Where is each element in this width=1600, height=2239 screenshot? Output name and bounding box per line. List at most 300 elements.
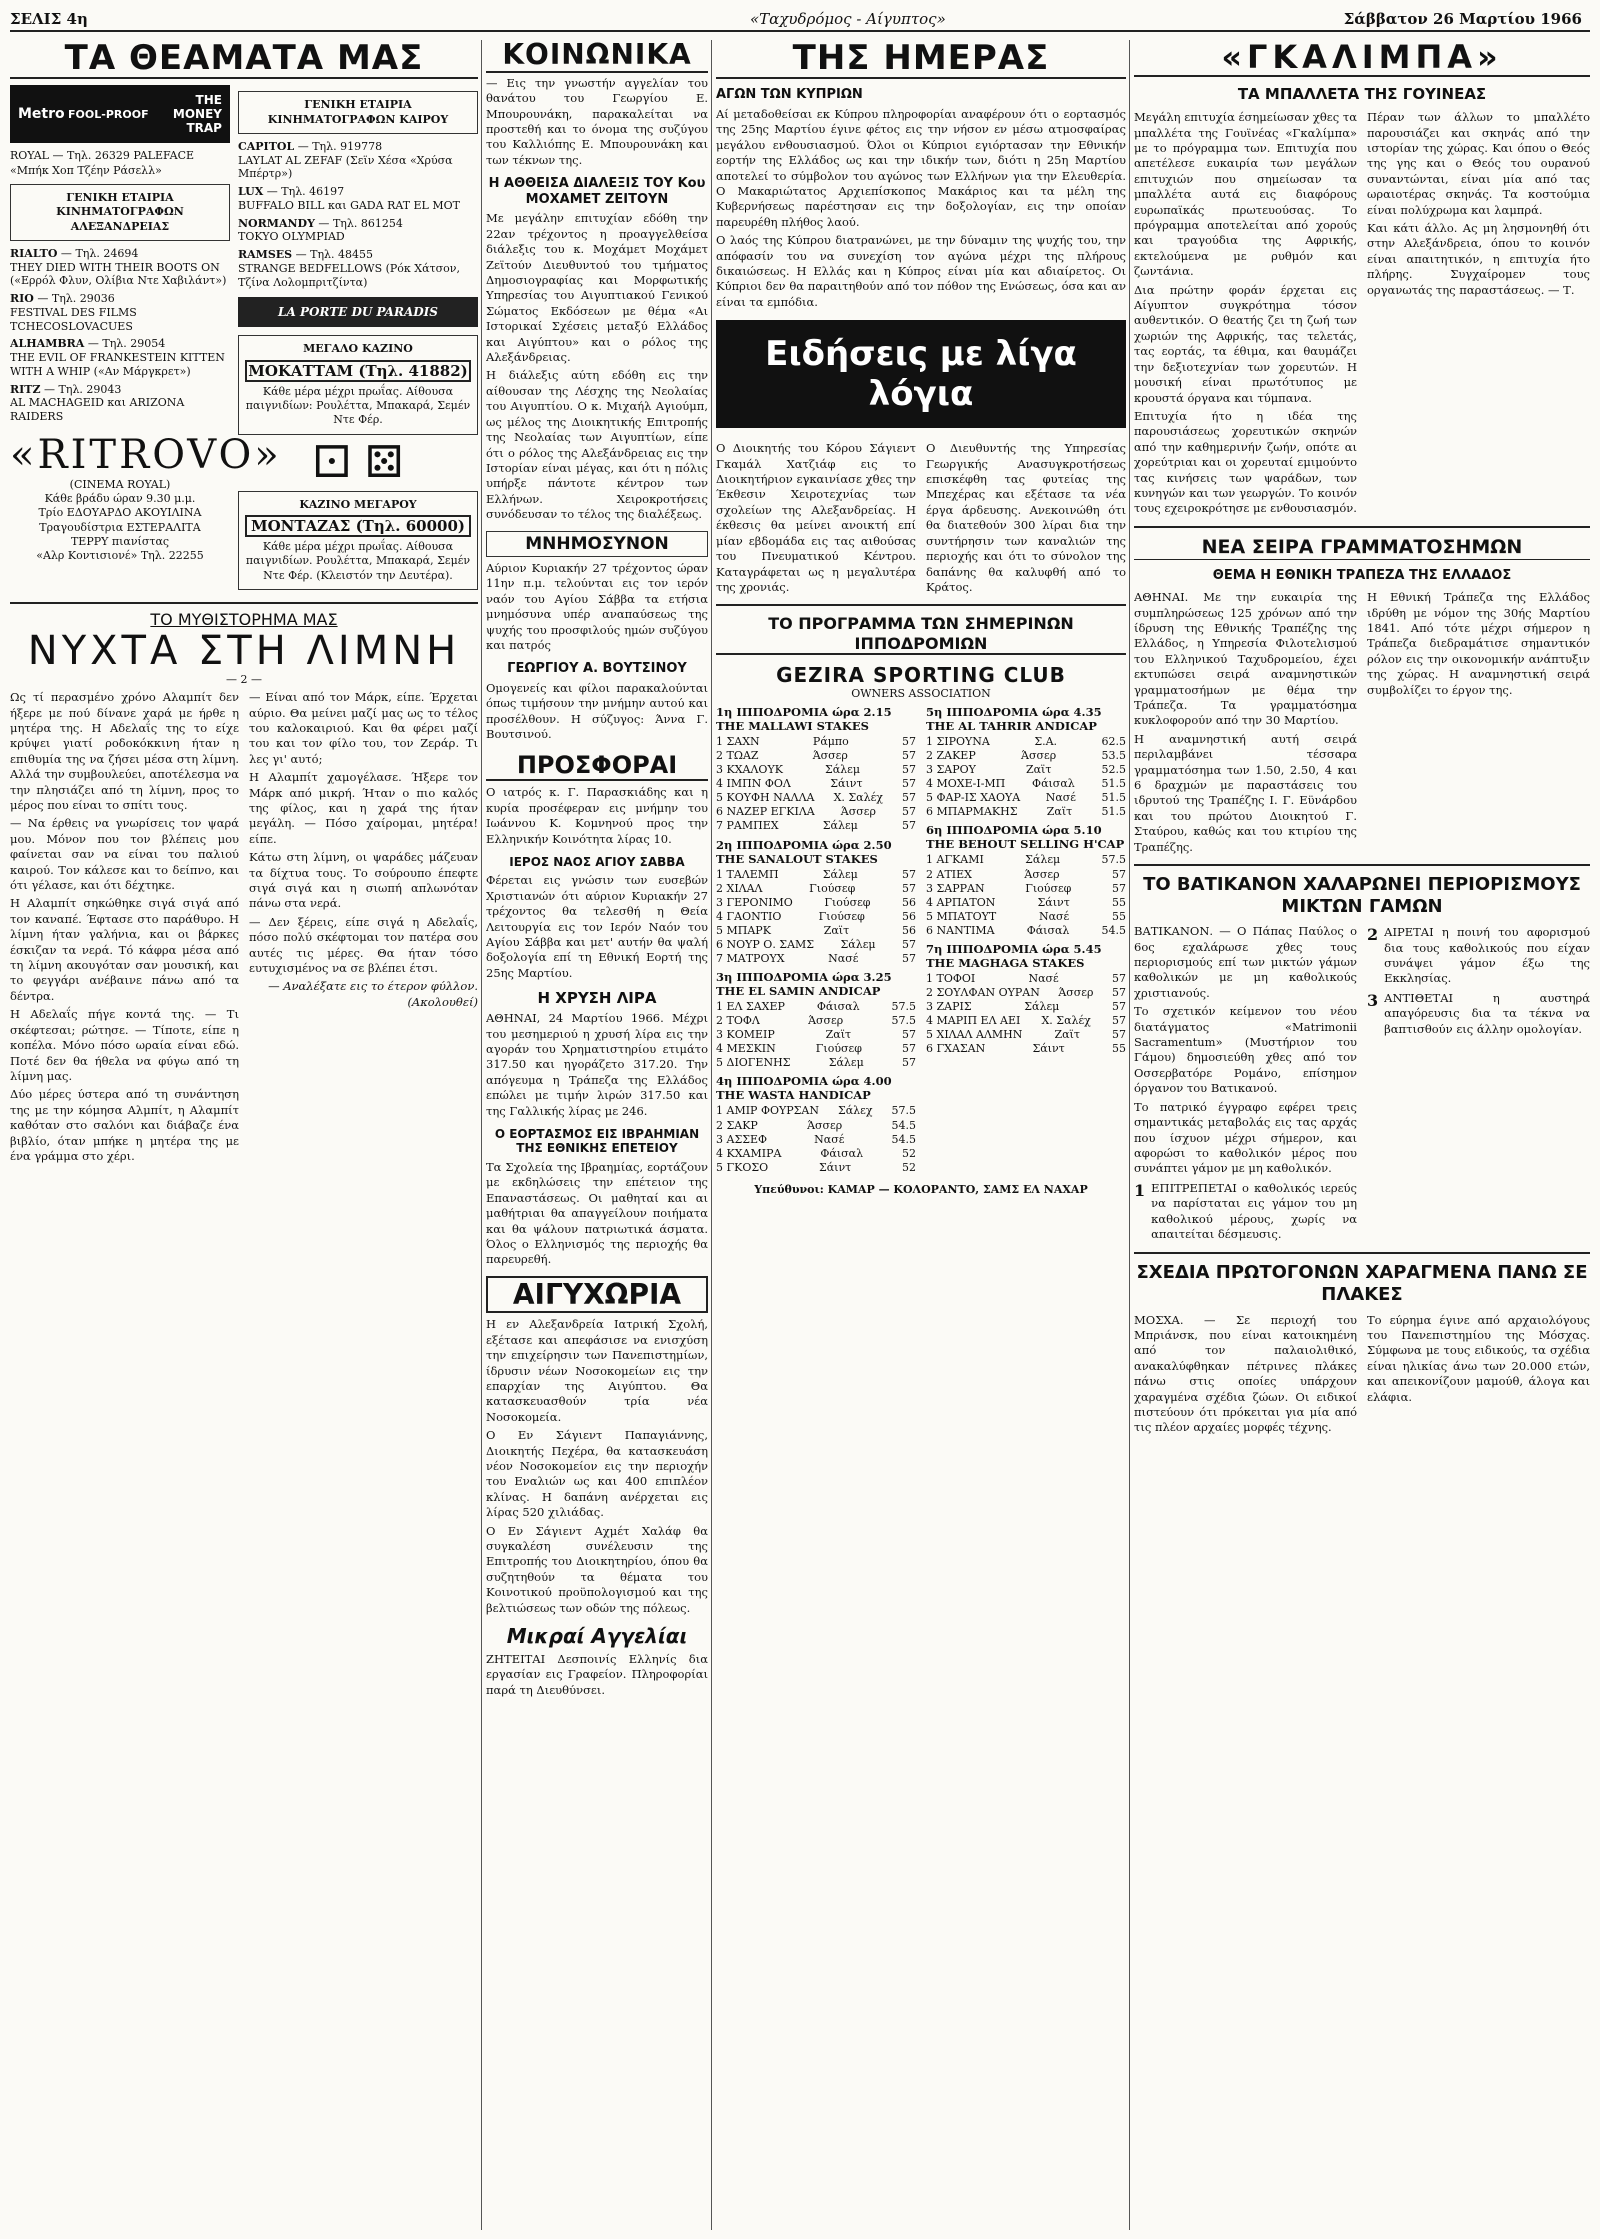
horse-name: 2 ΣΟΥΛΦΑΝ ΟΥΡΑΝ xyxy=(926,986,1040,1000)
runner-row xyxy=(716,868,916,882)
church-heading: ΙΕΡΟΣ ΝΑΟΣ ΑΓΙΟΥ ΣΑΒΒΑ xyxy=(509,855,685,870)
runner-row xyxy=(716,1000,916,1014)
vatican-item-text: ΑΝΤΙΘΕΤΑΙ η αυστηρά απαγόρευσις δια τα τέκνα να βαπτισθούν εις άλλην ομολογίαν. xyxy=(1384,990,1590,1036)
club-name: GEZIRA SPORTING CLUB xyxy=(776,662,1066,687)
weight: 57 xyxy=(901,952,916,966)
runner-row xyxy=(926,868,1126,882)
weight: 62.5 xyxy=(1101,735,1126,748)
weight: 57 xyxy=(901,777,916,791)
horse-name: 4 ΙΜΠΝ ΦΟΛ xyxy=(716,777,791,791)
cinema-item: ALHAMBRA — Τηλ. 29054 THE EVIL OF FRANKESTEIN KITTEN WITH A WHIP («Αν Μάργκρετ») xyxy=(10,337,225,378)
church-text: Φέρεται εις γνώσιν των ευσεβών Χριστιανών ότι αύριον Κυριακήν 27 τρέχοντος θα τελεσθή η Θεία Λειτουργία εις τον Ιερόν Ναόν του Αγίου Σάββα και μετ' αυτήν θα ψαλή δοξολογία επί τη Εθνική Εορτή της 25ης Μαρτίου. xyxy=(486,873,708,980)
jockey-name: Φάισαλ xyxy=(820,1146,864,1160)
horse-name: 4 ΜΕΣΚΙΝ xyxy=(716,1042,776,1056)
runner-row xyxy=(716,1028,916,1042)
race-block xyxy=(716,705,916,834)
horse-name: 3 ΣΑΡΡΑΝ xyxy=(926,881,985,895)
jockey-name: Σ.Α. xyxy=(1034,735,1058,748)
theatres-heading: ΤΑ ΘΕΑΜΑΤΑ ΜΑΣ xyxy=(10,40,478,79)
weight: 57 xyxy=(1111,1014,1126,1028)
jockey-name: Άσσερ xyxy=(807,1118,843,1132)
novel-paragraph: — Να έρθεις να γνωρίσεις τον ψαρά μου. Μόνον που τον βλέπεις μου φαίνεται σαν να είναι του παλιού καιρού. Τον κάλεσε και το δείπνο, και ότι γέλασε, και ότι δέχτηκε. xyxy=(10,816,239,893)
metro-listing: ROYAL — Τηλ. 26329 PALEFACE «Μπήκ Χοπ Τζέην Ράσελλ» xyxy=(10,149,195,177)
runner-row xyxy=(716,819,916,833)
weight: 55 xyxy=(1111,909,1126,923)
runner-row xyxy=(926,882,1126,896)
horse-name: 5 ΦΑΡ-ΙΣ ΧΑΟΥΑ xyxy=(926,791,1021,805)
horse-name: 6 ΝΟΥΡ Ο. ΣΑΜΣ xyxy=(716,937,815,951)
weight: 57 xyxy=(902,1042,916,1056)
egyptia-heading: ΑΙΓΥΧΩΡΙΑ xyxy=(486,1276,708,1314)
horse-name: 7 ΜΑΤΡΟΥΧ xyxy=(716,952,785,966)
runner-row xyxy=(716,1042,916,1056)
stamps-paragraph: ΑΘΗΝΑΙ. Με την ευκαιρία της συμπληρώσεως 125 χρόνων από την ίδρυση της Εθνικής Τραπέζης της Ελλάδος, η Υπηρεσία Φιλοτελισμού του Ελληνικού Ταχυδρομείου, έχει εκτυπώσει σειρά αναμνηστικών γραμματοσήμων με θέμα την Τράπεζα. Τα γραμματόσημα κυκλοφορούν από την 30 Μαρτίου. xyxy=(1134,590,1357,728)
news-band: Ειδήσεις με λίγα λόγια xyxy=(716,320,1126,428)
memorial-text: Αύριον Κυριακήν 27 τρέχοντος ώραν 11ην π.μ. τελούνται εις τον ιερόν ναόν του Αγίου Σάββα τα ετήσια μνημόσυνα υπέρ αναπαύσεως της ψυχής του προσφιλούς ημών συζύγου και πατρός xyxy=(486,560,708,652)
jockey-name: Γιούσεφ xyxy=(809,881,856,895)
runner-row xyxy=(716,1014,916,1028)
jockey-name: Άσσερ xyxy=(1058,986,1094,1000)
runner-row xyxy=(716,1119,916,1133)
runner-row xyxy=(716,1161,916,1175)
runner-row xyxy=(716,938,916,952)
weight: 54.5 xyxy=(891,1132,916,1146)
runner-row xyxy=(926,924,1126,938)
horse-name: 1 ΤΑΛΕΜΠ xyxy=(716,867,779,881)
stamps-paragraph: Η αναμνηστική αυτή σειρά περιλαμβάνει τέσσαρα γραμματόσημα των 1.50, 2.50, 4 και 6 δραχμών με παραστάσεις του ιδρυτού της Τραπέζης Ι. Γ. Εϋνάρδου και του πρώτου Διοικητού Γ. Σταύρου, καθώς και του κτιρίου της Τραπέζης. xyxy=(1134,731,1357,854)
jockey-name: Σάλεμ xyxy=(822,867,858,881)
paradise-banner: LA PORTE DU PARADIS xyxy=(238,297,478,327)
weight: 57 xyxy=(901,1028,916,1042)
jockey-name: Ράμπο xyxy=(812,735,849,748)
jockey-name: Σάλεμ xyxy=(828,1056,864,1070)
gkalimpa-paragraph: Επιτυχία ήτο η ιδέα της παρουσιάσεως χορευτικών σκηνών από την καθημερινήν ζωήν, οπότε αι χορεύτριαι και οι χορευταί εμιμούντο τας κινήσεις των ψαράδων, των κυνηγών και των γεωργών. Το κοινόν τους εχειροκρότησε με ενθουσιασμόν. xyxy=(1134,408,1357,516)
weight: 57 xyxy=(901,791,916,805)
runner-row xyxy=(716,735,916,749)
jockey-name: Φάισαλ xyxy=(816,1000,860,1014)
novel-paragraph: Ως τί περασμένο χρόνο Αλαμπίτ δεν ήξερε με πού δίνανε χαρά με ήρθε η μητέρα της. Η Αδελαΐς της το είχε κρύψει γιατί ροδοκόκκινη ήταν η επιθυμία της να ζήσει μέσα στη λίμνη. Αλλά την συμβουλεύει, αποτέλεσμα να την πλησιάζει από τη λίμνη, προς το μέρος που είναι το σπίτι τους. xyxy=(10,690,239,812)
runner-row xyxy=(926,1000,1126,1014)
jockey-name: Νασέ xyxy=(1038,909,1070,923)
novel-paragraph: Η Αλαμπίτ χαμογέλασε. Ήξερε τον Μάρκ από μικρή. Ήταν ο πιο καλός της φίλος, και η χαρά της ήταν μεγάλη. — Πόσο χαίρομαι, μητέρα! είπε. xyxy=(249,770,478,846)
runner-row xyxy=(926,910,1126,924)
gold-heading: Η ΧΡΥΣΗ ΛΙΡΑ xyxy=(537,989,657,1008)
lecture-heading: Η ΑΘΘΕΙΣΑ ΔΙΑΛΕΞΙΣ ΤΟΥ Κου ΜΟΧΑΜΕΤ ΖΕΙΤΟΥΝ xyxy=(488,176,706,207)
runner-row xyxy=(716,910,916,924)
cinema-item: CAPITOL — Τηλ. 919778 LAYLAT AL ZEFAF (Σεϊν Χέσα «Χρύσα Μπέρτρ») xyxy=(238,139,453,181)
alex-cinema-list xyxy=(10,247,230,424)
horse-name: 3 ΚΟΜΕΙΡ xyxy=(716,1028,775,1042)
horse-name: 3 ΓΕΡΟΝΙΜΟ xyxy=(716,895,793,909)
weight: 57 xyxy=(901,937,916,951)
runner-row xyxy=(716,763,916,777)
ritrovo-address: «Αλρ Κοντισιονέ» Τηλ. 22255 xyxy=(36,549,204,563)
weight: 57 xyxy=(902,763,916,777)
runner-row xyxy=(716,1133,916,1147)
jockey-name: Φάισαλ xyxy=(1026,923,1070,937)
vatican-item: 3 ΑΝΤΙΘΕΤΑΙ η αυστηρά απαγόρευσις δια τα τέκνα να βαπτισθούν εις άλλην ομολογίαν. xyxy=(1367,990,1590,1036)
club-sub: OWNERS ASSOCIATION xyxy=(851,686,991,700)
casino-text: Κάθε μέρα μέχρι πρωΐας. Αίθουσα παιγνιδίων. Ρουλέττα, Μπακαρά, Σεμέν Ντε Φέρ. (Κλειστόν την Δευτέρα). xyxy=(245,539,471,582)
offer-text: Ο ιατρός κ. Γ. Παρασκιάδης και η κυρία προσέφεραν εις μνήμην του Ιωάννου Κ. Κομνηνού προς την Ελληνικήν Κοινότητα λίρας 10. xyxy=(486,785,708,846)
vatican-paragraph: Το πατρικό έγγραφο εφέρει τρεις σημαντικάς μεταβολάς εις τας αρχάς που ίσχυον μέχρι σήμερον, και αφορώσι το καθολικόν μέρος που συνάπτει γάμον με μη καθολικόν. xyxy=(1134,1099,1357,1176)
horse-name: 4 ΜΑΡΙΠ ΕΛ ΑΕΙ xyxy=(926,1014,1021,1028)
column-today xyxy=(716,40,1126,2230)
horse-name: 5 ΓΚΟΣΟ xyxy=(716,1160,769,1174)
horse-name: 1 ΣΑΧΝ xyxy=(716,735,760,748)
horse-name: 4 ΚΧΑΜΙΡΑ xyxy=(716,1146,782,1160)
cinema-item: RIALTO — Τηλ. 24694 THEY DIED WITH THEIR BOOTS ON («Ερρόλ Φλυν, Ολίβια Ντε Χαβιλάντ») xyxy=(10,246,227,288)
casino-text: Κάθε μέρα μέχρι πρωΐας. Αίθουσα παιγνιδίων: Ρουλέττα, Μπακαρά, Σεμέν Ντε Φέρ. xyxy=(245,384,471,427)
drawings-heading: ΣΧΕΔΙΑ ΠΡΩΤΟΓΟΝΩΝ ΧΑΡΑΓΜΕΝΑ ΠΑΝΩ ΣΕ ΠΛΑΚΕΣ xyxy=(1136,1262,1588,1305)
jockey-name: Ζαϊτ xyxy=(1025,763,1052,777)
novel-label: ΤΟ ΜΥΘΙΣΤΟΡΗΜΑ ΜΑΣ xyxy=(150,609,338,629)
race-block xyxy=(716,970,916,1070)
novel-paragraph: — Είναι από τον Μάρκ, είπε. Έρχεται αύριο. Θα μείνει μαζί μας ως το τέλος του καλοκαιριού. Και θα φέρει μαζί του και τον φίλο του, τον Ζεράρ. Τι λες γι' αυτό; xyxy=(249,690,478,766)
horse-name: 6 ΜΠΑΡΜΑΚΗΣ xyxy=(926,805,1018,819)
weight: 52.5 xyxy=(1101,763,1126,777)
gkalimpa-heading: «ΓΚΑΛΙΜΠΑ» xyxy=(1134,40,1590,77)
vatican-item-text: ΕΠΙΤΡΕΠΕΤΑΙ ο καθολικός ιερεύς να παρίσταται εις γάμον του μη καθολικού μέρους, χωρίς να απαιτείται δέσμευσις. xyxy=(1151,1180,1357,1241)
weight: 55 xyxy=(1111,1042,1126,1056)
jockey-name: Γιούσεφ xyxy=(815,1042,862,1056)
jockey-name: Γιούσεφ xyxy=(818,909,865,923)
festival-heading: Ο ΕΟΡΤΑΣΜΟΣ ΕΙΣ ΙΒΡΑΗΜΙΑΝ ΤΗΣ ΕΘΝΙΚΗΣ ΕΠΕΤΕΙΟΥ xyxy=(494,1127,700,1156)
weight: 57.5 xyxy=(891,1000,916,1014)
casino-title: ΜΟΚΑΤΤΑΜ (Τηλ. 41882) xyxy=(245,360,471,382)
runner-row xyxy=(716,1104,916,1118)
race-block xyxy=(716,1074,916,1174)
masthead xyxy=(10,4,1590,32)
cyprus-text: Αί μεταδοθείσαι εκ Κύπρου πληροφορίαι αναφέρουν ότι ο εορτασμός της 25ης Μαρτίου έγινε φέτος εις την νήσον εν μέσω ατμοσφαίρας μεγάλου ενθουσιασμού. Όλοι οι Κύπριοι εγιόρτασαν την Εθνικήν εορτήν της Ελλάδος ως και την ιδικήν των, διότι η 25η Μαρτίου αποτελεί το σύμβολον του αγώνος των Ελλήνων για την Ελευθερία. Ο Μακαριώτατος Αρχιεπίσκοπος Μακάριος και τα μέλη της Κυβερνήσεως παρέστησαν εις την δοξολογίαν, εις την οποίαν παρευρέθη πλήθος λαού. xyxy=(716,106,1126,229)
race-block xyxy=(926,942,1126,1056)
social-intro: — Εις την γνωστήν αγγελίαν του θανάτου του Γεωργίου Ε. Μπουρουνάκη, παρακαλείται να προστεθή και το όνομα της συζύγου του Καλλιόπης Ε. Μπουρουνάκη και των τέκνων της. xyxy=(486,75,708,167)
dice-icon: ⚀ ⚄ xyxy=(312,436,404,488)
horse-name: 5 ΜΠΑΡΚ xyxy=(716,923,771,937)
cinema-item: RIO — Τηλ. 29036 FESTIVAL DES FILMS TCHECOSLOVACUES xyxy=(10,292,137,333)
weight: 57 xyxy=(902,749,916,763)
weight: 55 xyxy=(1112,895,1126,909)
column-theatres xyxy=(10,40,478,2230)
runner-row xyxy=(926,986,1126,1000)
jockey-name: Χ. Σαλέχ xyxy=(833,791,883,805)
weight: 52 xyxy=(902,1146,916,1160)
memorial-name: ΓΕΩΡΓΙΟΥ Α. ΒΟΥΤΣΙΝΟΥ xyxy=(507,661,687,677)
metro-logo-box xyxy=(10,85,230,143)
weight: 54.5 xyxy=(1101,923,1126,937)
weight: 52 xyxy=(902,1160,916,1174)
weight: 57 xyxy=(1112,867,1126,881)
vatican-item: 1 ΕΠΙΤΡΕΠΕΤΑΙ ο καθολικός ιερεύς να παρίσταται εις γάμον του μη καθολικού μέρους, χωρίς να απαιτείται δέσμευσις. xyxy=(1134,1180,1357,1241)
runner-row xyxy=(926,805,1126,819)
horse-name: 5 ΚΟΥΦΗ ΝΑΛΛΑ xyxy=(716,791,815,805)
race-title: 2η ΙΠΠΟΔΡΟΜΙΑ ώρα 2.50 THE SANALOUT STAKES xyxy=(716,837,892,866)
horse-name: 2 ΧΙΛΑΛ xyxy=(716,881,763,895)
weight: 56 xyxy=(902,923,916,937)
weight: 57 xyxy=(1112,971,1126,985)
horse-name: 3 ΚΧΑΛΟΥΚ xyxy=(716,763,783,777)
race-title: 3η ΙΠΠΟΔΡΟΜΙΑ ώρα 3.25 THE EL SAMIN ANDICAP xyxy=(716,970,892,999)
news-text: Ο Διευθυντής της Υπηρεσίας Γεωργικής Ανασυγκροτήσεως επισκέφθη τας φυτείας της Μπεχέρας και εξέτασε τα νέα έργα άρδευσης. Ανεκοινώθη ότι θα διατεθούν 300 λίραι δια την συντήρησιν των καναλιών της περιοχής και ότι το σύνολον της δαπάνης θα καλυφθή από το Κράτος. xyxy=(926,441,1126,594)
egyptia-text: Ο Εν Σάγιεντ Αχμέτ Χαλάφ θα συγκαλέση συνέλευσιν της Επιτροπής του Διοικητηρίου, όπου θα συζητηθούν τα θέματα του Κοινοτικού προϋπολογισμού και της βελτιώσεως των οδών της πόλεως. xyxy=(486,1523,708,1615)
horse-name: 1 ΑΜΙΡ ΦΟΥΡΣΑΝ xyxy=(716,1104,819,1118)
vatican-heading: ΤΟ ΒΑΤΙΚΑΝΟΝ ΧΑΛΑΡΩΝΕΙ ΠΕΡΙΟΡΙΣΜΟΥΣ ΜΙΚΤΩΝ ΓΑΜΩΝ xyxy=(1143,874,1581,917)
ritrovo-name: «RITROVO» xyxy=(10,431,282,478)
cinema-item: LUX — Τηλ. 46197 BUFFALO BILL και GADA RAT EL MOT xyxy=(238,185,460,212)
column-rule xyxy=(481,40,482,2230)
novel-title: ΝΥΧΤΑ ΣΤΗ ΛΙΜΝΗ xyxy=(27,627,461,674)
horse-name: 3 ΑΣΣΕΦ xyxy=(716,1132,768,1146)
runner-row xyxy=(926,972,1126,986)
weight: 57 xyxy=(1111,881,1126,895)
classified-heading: Μικραί Αγγελίαι xyxy=(506,1624,688,1649)
ritrovo-time: Κάθε βράδυ ώραν 9.30 μ.μ. xyxy=(44,492,196,506)
novel-paragraph: — Δεν ξέρεις, είπε σιγά η Αδελαΐς, πόσο πολύ σκέφτομαι τον πατέρα σου αυτές τις μέρες. Θα ήταν τόσο ευτυχισμένος να σε βλέπει έτσι. xyxy=(249,914,478,976)
gkalimpa-paragraph: Δια πρώτην φοράν έρχεται εις Αίγυπτον συγκρότημα τόσον αυθεντικόν. Ο θεατής ζει τη ζωή των χωριών της Αφρικής, τας τελετάς, τας εορτάς, τα έθιμα, και θαυμάζει την δεξιοτεχνίαν των χορευτών. Η μουσική είναι πρωτότυπος με κρουστά όργανα και τύμπανα. xyxy=(1134,282,1357,405)
runner-row xyxy=(926,1042,1126,1056)
runner-row xyxy=(716,924,916,938)
horse-name: 5 ΜΠΑΤΟΥΤ xyxy=(926,909,997,923)
runner-row xyxy=(716,749,916,763)
memorial-heading: ΜΝΗΜΟΣΥΝΟΝ xyxy=(486,531,708,557)
cinema-item: NORMANDY — Τηλ. 861254 TOKYO OLYMPIAD xyxy=(238,216,403,244)
offer-heading: ΠΡΟΣΦΟΡΑΙ xyxy=(486,751,708,782)
casino-name: ΚΑΖΙΝΟ ΜΕΓΑΡΟΥ xyxy=(299,497,417,511)
vatican-paragraph: ΒΑΤΙΚΑΝΟΝ. — Ο Πάπας Παύλος ο 6ος εχαλάρωσε χθες τους περιορισμούς επί των μικτών γάμων καθολικών με μη καθολικούς χριστιανούς. xyxy=(1134,924,1357,1000)
horse-name: 4 ΑΡΠΑΤΟΝ xyxy=(926,895,996,909)
jockey-name: Σάλεχ xyxy=(837,1104,873,1118)
horse-name: 6 ΓΧΑΣΑΝ xyxy=(926,1042,986,1056)
jockey-name: Ζαϊτ xyxy=(1046,805,1073,819)
vatican-item: 2 ΑΙΡΕΤΑΙ η ποινή του αφορισμού δια τους καθολικούς που είχαν συνάψει γάμον έξω της Εκκλησίας. xyxy=(1367,925,1590,986)
weight: 54.5 xyxy=(891,1118,916,1132)
novel-paragraph: Η Αλαμπίτ σηκώθηκε σιγά σιγά από τον καναπέ. Έφτασε στο παράθυρο. Η λίμνη ήταν γαλήνια, και οι βάρκες έσκιζαν τα νερά. Τό κάφρα μέσα από τη λίμνη ακουγόταν σαν μουσική, και το φεγγάρι ανέβαινε πάνω από τα δέντρα. xyxy=(10,896,239,1003)
jockey-name: Σάλεμ xyxy=(822,819,858,833)
horse-name: 4 ΓΑΟΝΤΙΟ xyxy=(716,909,782,923)
stamps-paragraph: Η Εθνική Τράπεζα της Ελλάδος ιδρύθη με νόμον της 30ής Μαρτίου 1841. Από τότε μέχρι σήμερον η Τράπεζα διεδραμάτισε σημαντικόν ρόλον εις την οικονομικήν ανάπτυξιν της χώρας. Η αναμνηστική σειρά συμβολίζει το έργον της. xyxy=(1367,590,1590,697)
newspaper-name: «Ταχυδρόμος - Αίγυπτος» xyxy=(750,10,946,28)
column-social xyxy=(486,40,708,2230)
runner-row xyxy=(926,777,1126,791)
ritrovo-sub: (CINEMA ROYAL) xyxy=(69,477,171,491)
horse-name: 2 ΤΩΑΖ xyxy=(716,749,759,763)
jockey-name: Νασέ xyxy=(814,1132,845,1146)
news-text: Ο Διοικητής του Κόρου Σάγιεντ Γκαμάλ Χατζιάφ εις το Διοικητήριον εγκαινίασε χθες την Έκθεσιν Χειροτεχνίας των σχολείων της Αλεξανδρείας. Η έκθεσις θα μείνει ανοικτή επί μίαν εβδομάδα εις τας αιθούσας του Πνευματικού Κέντρου. Καταγράφεται ως η μεγαλυτέρα της χρονιάς. xyxy=(716,441,916,594)
horse-name: 3 ΖΑΡΙΣ xyxy=(926,1000,972,1014)
jockey-name: Άσσερ xyxy=(808,1014,844,1028)
vatican-paragraph: Το σχετικόν κείμενον του νέου διατάγματος «Matrimonii Sacramentum» (Μυστήριον του Γάμου) δημοσιεύθη χθες από τον Οσσερβατόρε Ρομάνο, επίσημον όργανον του Βατικανού. xyxy=(1134,1004,1357,1096)
gkalimpa-paragraph: Και κάτι άλλο. Ας μη λησμονηθή ότι στην Αλεξάνδρεια, όπου το κοινόν είναι απαιτητικόν, η επιτυχία ήτο πλήρης. Συγχαίρομεν τους οργανωτάς της παραστάσεως. — Τ. xyxy=(1367,221,1590,297)
race-title: 7η ΙΠΠΟΔΡΟΜΙΑ ώρα 5.45 THE MAGHAGA STAKES xyxy=(926,941,1102,970)
weight: 51.5 xyxy=(1101,805,1126,819)
runner-row xyxy=(926,749,1126,763)
horse-name: 1 ΣΙΡΟΥΝΑ xyxy=(926,735,990,748)
cairo-company: ΓΕΝΙΚΗ ΕΤΑΙΡΙΑ ΚΙΝΗΜΑΤΟΓΡΑΦΩΝ ΚΑΙΡΟΥ xyxy=(238,91,478,134)
horse-name: 6 ΝΑΝΤΙΜΑ xyxy=(926,923,995,937)
stamps-heading: ΝΕΑ ΣΕΙΡΑ ΓΡΑΜΜΑΤΟΣΗΜΩΝ xyxy=(1134,536,1590,560)
horse-name: 3 ΣΑΡΟΥ xyxy=(926,763,976,777)
horse-name: 2 ΤΟΦΛ xyxy=(716,1014,760,1028)
jockey-name: Σάιντ xyxy=(1032,1042,1065,1056)
horse-name: 6 ΝΑΖΕΡ ΕΓΚΙΛΑ xyxy=(716,805,815,819)
runner-row xyxy=(926,735,1126,749)
weight: 57 xyxy=(901,805,916,819)
race-block xyxy=(926,705,1126,819)
jockey-name: Νασέ xyxy=(1028,971,1059,985)
runner-row xyxy=(926,896,1126,910)
jockey-name: Άσσερ xyxy=(1021,749,1057,763)
cyprus-text: Ο λαός της Κύπρου διατρανώνει, με την δύναμιν της ψυχής του, την απόφασίν του να συνεχίση τον αγώνα μέχρι της πλήρους δικαιώσεως. Η Ελλάς και η Κύπρος είναι μία και αδιαίρετος. Οι Κύπριοι δεν θα παραιτηθούν από τον πόθον της Ενώσεως, όσα και αν είναι τα εμπόδια. xyxy=(716,233,1126,309)
horse-name: 4 ΜΟΧΕ-Ι-ΜΠ xyxy=(926,777,1006,791)
cinema-item: RAMSES — Τηλ. 48455 STRANGE BEDFELLOWS (Ρόκ Χάτσον, Τζίνα Λολομπριτζίντα) xyxy=(238,248,460,289)
jockey-name: Σάλεμ xyxy=(1025,853,1061,867)
weight: 51.5 xyxy=(1101,777,1126,791)
stamps-sub: ΘΕΜΑ Η ΕΘΝΙΚΗ ΤΡΑΠΕΖΑ ΤΗΣ ΕΛΛΑΔΟΣ xyxy=(1212,567,1512,583)
weight: 56 xyxy=(902,895,916,909)
jockey-name: Άσσερ xyxy=(1024,867,1060,881)
money-trap-title: THE MONEY TRAP xyxy=(172,93,222,136)
gkalimpa-sub: ΤΑ ΜΠΑΛΛΕΤΑ ΤΗΣ ΓΟΥΙΝΕΑΣ xyxy=(1237,85,1487,104)
jockey-name: Νασέ xyxy=(1045,791,1076,805)
runner-row xyxy=(716,805,916,819)
novel-part: — 2 — xyxy=(226,672,262,686)
jockey-name: Σάιντ xyxy=(830,777,863,791)
runner-row xyxy=(716,896,916,910)
drawings-paragraph: ΜΟΣΧΑ. — Σε περιοχή του Μπριάνσκ, που είναι κατοικημένη από τον παλαιολιθικό, ανακαλύφθηκαν πέτρινες πλάκες πάνω στις οποίες υπάρχουν χαραγμένα σχέδια ζώων. Οι ειδικοί πιστεύουν ότι πρόκειται για μία από τις πλέον αρχαίες μορφές τέχνης. xyxy=(1134,1312,1357,1435)
cyprus-sub: ΑΓΩΝ ΤΩΝ ΚΥΠΡΙΩΝ xyxy=(716,87,863,103)
festival-text: Τα Σχολεία της Ιβραημίας, εορτάζουν με εκδηλώσεις την επέτειον της Επαναστάσεως. Οι μαθηταί και αι μαθήτριαι θα απαγγείλουν ποιήματα και θα ψάλουν πατριωτικά άσματα. Όλος ο Ελληνισμός της περιοχής θα παρευρεθή. xyxy=(486,1159,708,1267)
gkalimpa-paragraph: Μεγάλη επιτυχία έσημείωσαν χθες τα μπαλλέτα της Γουϊνέας «Γκαλίμπα» με το πρόγραμμα των. Επιτυχία που απετέλεσε ευκαιρία των μεγάλων επιτυχιών που σημείωσαν τα μπαλλέτα αυτά εις διαφόρους ευρωπαϊκάς πρωτευούσας. Το πρόγραμμα αποτελείται από χορούς και τραγούδια της Αφρικής, εκτελούμενα με ρυθμόν και ζωντάνια. xyxy=(1134,110,1357,279)
cinema-item: RITZ — Τηλ. 29043 AL MACHAGEID και ARIZONA RAIDERS xyxy=(10,382,185,424)
casino-title: ΜΟΝΤΑΖΑΣ (Τηλ. 60000) xyxy=(245,515,471,537)
races-footer: Υπεύθυνοι: ΚΑΜΑΡ — ΚΟΛΟΡΑΝΤΟ, ΣΑΜΣ ΕΛ ΝΑΧΑΡ xyxy=(754,1182,1088,1196)
issue-date: Σάββατον 26 Μαρτίου 1966 xyxy=(1343,10,1582,28)
races-program xyxy=(716,701,1126,1179)
races-heading: ΤΟ ΠΡΟΓΡΑΜΜΑ ΤΩΝ ΣΗΜΕΡΙΝΩΝ ΙΠΠΟΔΡΟΜΙΩΝ xyxy=(716,614,1126,654)
gold-text: ΑΘΗΝΑΙ, 24 Μαρτίου 1966. Μέχρι του μεσημεριού η χρυσή λίρα εις την αγοράν του Χρηματιστηρίου ετιμάτο 317.50 και ηγοράζετο 317.20. Την απόγευμα η Τράπεζα της Ελλάδος επώλει με τιμήν λιρών 317.50 και της Γαλλικής λίρας με 246. xyxy=(486,1011,708,1118)
vatican-item-text: ΑΙΡΕΤΑΙ η ποινή του αφορισμού δια τους καθολικούς που είχαν συνάψει γάμον έξω της Εκκλησίας. xyxy=(1384,925,1590,986)
alex-company: ΓΕΝΙΚΗ ΕΤΑΙΡΙΑ ΚΙΝΗΜΑΤΟΓΡΑΦΩΝ ΑΛΕΞΑΝΔΡΕΙΑΣ xyxy=(10,184,230,241)
weight: 51.5 xyxy=(1101,791,1126,805)
gkalimpa-paragraph: Πέραν των άλλων το μπαλλέτο παρουσιάζει και σκηνάς από την ιστορίαν της χώρας. Και όπου ο Θεός της γης και ο Θεός του ουρανού συναντώνται, είναι μία από τας ωραιοτέρας σκηνάς. Τα κοστούμια είναι πολύχρωμα και λαμπρά. xyxy=(1367,110,1590,217)
jockey-name: Άσσερ xyxy=(812,749,848,763)
horse-name: 1 ΤΟΦΟΙ xyxy=(926,971,976,985)
fool-proof-title: FOOL-PROOF xyxy=(68,107,149,121)
runner-row xyxy=(716,1056,916,1070)
horse-name: 5 ΔΙΟΓΕΝΗΣ xyxy=(716,1056,791,1070)
horse-name: 1 ΕΛ ΣΑΧΕΡ xyxy=(716,1000,785,1014)
jockey-name: Ζαϊτ xyxy=(1054,1028,1080,1042)
novel-paragraph: Η Αδελαΐς πήγε κοντά της. — Τι σκέφτεσαι; ρώτησε. — Τίποτε, είπε η κοπέλα. Μόνο πόσο ωραία είναι εδώ. Ποτέ δεν θα ήθελα να φύγω από τη λίμνη μας. xyxy=(10,1007,239,1083)
weight: 53.5 xyxy=(1101,749,1126,763)
novel-paragraph: Κάτω στη λίμνη, οι ψαράδες μάζευαν τα δίχτυα τους. Το σούρουπο έπεφτε σιγά σιγά και η σιωπή απλωνόταν πάνω στα νερά. xyxy=(249,850,478,911)
weight: 57 xyxy=(902,819,916,833)
runner-row xyxy=(716,952,916,966)
horse-name: 2 ΣΑΚΡ xyxy=(716,1118,758,1132)
lecture-text: Με μεγάλην επιτυχίαν εδόθη την 22αν τρέχοντος η προαγγελθείσα διάλεξις του κ. Μοχάμετ Μοχάμετ Ζεϊτούν Διευθυντού του τμήματος Δημοσιογραφίας και Μορφωτικής Υπηρεσίας του Αιγυπτιακού Γενικού Σώματος Εκδόσεων με θέμα «Αι Ιστορικαί Σχέσεις μεταξύ Ελλάδος και Αιγύπτου» και ο ρόλος της Αλεξάνδρειας. xyxy=(486,211,708,365)
runner-row xyxy=(716,1147,916,1161)
weight: 56 xyxy=(902,909,916,923)
races-right-column xyxy=(926,701,1126,1179)
race-title: 4η ΙΠΠΟΔΡΟΜΙΑ ώρα 4.00 THE WASTA HANDICAP xyxy=(716,1074,892,1103)
jockey-name: Γιούσεφ xyxy=(824,895,871,909)
jockey-name: Σάλεμ xyxy=(824,763,860,777)
weight: 57.5 xyxy=(891,1014,916,1028)
runner-row xyxy=(926,853,1126,867)
weight: 57 xyxy=(1111,1000,1126,1014)
novel-paragraph: Δύο μέρες ύστερα από τη συνάντηση της με την κόμησα Αλμπίτ, η Αλαμπίτ καθόταν στο σαλόνι και διάβαζε ένα βιβλίο, όταν μπήκε η μητέρα της με ένα γράμμα στο χέρι. xyxy=(10,1087,239,1163)
race-block xyxy=(716,838,916,967)
race-title: 1η ΙΠΠΟΔΡΟΜΙΑ ώρα 2.15 THE MALLAWI STAKES xyxy=(716,705,892,733)
memorial-text: Ομογενείς και φίλοι παρακαλούνται όπως τιμήσουν την μνήμην αυτού και προσέλθουν. Η σύζυγος: Άννα Γ. Βουτσινού. xyxy=(486,680,708,742)
jockey-name: Γιούσεφ xyxy=(1025,881,1072,895)
weight: 57 xyxy=(1111,986,1126,1000)
weight: 57 xyxy=(902,1056,916,1070)
weight: 57 xyxy=(1111,1028,1126,1042)
egyptia-text: Ο Εν Σάγιεντ Παπαγιάννης, Διοικητής Πεχέρα, θα κατασκευάση νέον Νοσοκομείον εις την περιοχήν του Εναλιών ως και 400 επιπλέον κλίνας. Η δαπάνη ανέρχεται εις λίρας 520 χιλιάδας. xyxy=(486,1428,708,1520)
novel-continued: — Αναλέξατε εις το έτερον φύλλον. (Ακολουθεί) xyxy=(268,979,478,1009)
column-rule xyxy=(1129,40,1130,2230)
weight: 57.5 xyxy=(891,1104,916,1118)
page-number: ΣΕΛΙΣ 4η xyxy=(10,10,88,28)
weight: 57 xyxy=(902,881,916,895)
jockey-name: Φάισαλ xyxy=(1032,777,1075,791)
jockey-name: Ζαϊτ xyxy=(823,923,850,937)
race-title: 5η ΙΠΠΟΔΡΟΜΙΑ ώρα 4.35 THE AL TAHRIR ANDICAP xyxy=(926,705,1102,733)
race-block xyxy=(926,823,1126,937)
social-heading: ΚΟΙΝΩΝΙΚΑ xyxy=(486,40,708,73)
runner-row xyxy=(716,882,916,896)
ritrovo-piano: ΤΕΡΡΥ πιανίστας xyxy=(70,535,170,549)
ritrovo-trio: Τρίο ΕΔΟΥΑΡΔΟ ΑΚΟΥΙΛΙΝΑ xyxy=(38,506,202,520)
runner-row xyxy=(926,791,1126,805)
horse-name: 2 ΖΑΚΕΡ xyxy=(926,749,976,763)
jockey-name: Σάλεμ xyxy=(1024,1000,1060,1014)
casino-montaza xyxy=(238,491,478,590)
horse-name: 5 ΧΙΛΑΛ ΑΛΜΗΝ xyxy=(926,1028,1023,1042)
ritrovo-singer: Τραγουδίστρια ΕΣΤΕΡΑΛΙΤΑ xyxy=(39,520,201,534)
jockey-name: Νασέ xyxy=(828,952,859,966)
runner-row xyxy=(716,777,916,791)
jockey-name: Σάιντ xyxy=(818,1160,852,1174)
metro-logo: Metro xyxy=(18,106,65,123)
jockey-name: Άσσερ xyxy=(840,805,876,819)
classified-text: ΖΗΤΕΙΤΑΙ Δεσποινίς Ελληνίς δια εργασίαν εις Γραφείον. Πληροφορίαι παρά τη Διευθύνσει. xyxy=(486,1652,708,1697)
runner-row xyxy=(926,763,1126,777)
jockey-name: Σάλεμ xyxy=(840,937,876,951)
horse-name: 2 ΑΤΙΕΧ xyxy=(926,867,972,881)
weight: 57.5 xyxy=(1101,853,1126,867)
drawings-paragraph: Το εύρημα έγινε από αρχαιολόγους του Πανεπιστημίου της Μόσχας. Σύμφωνα με τους ειδικούς, τα σχέδια είναι ηλικίας άνω των 20.000 ετών, και απεικονίζουν μαμούθ, άλογα και ελάφια. xyxy=(1367,1312,1590,1404)
jockey-name: Χ. Σαλέχ xyxy=(1041,1014,1091,1028)
lecture-text: Η διάλεξις αύτη εδόθη εις την αίθουσαν της Λέσχης της Νεολαίας του Αιγυπτίου. Ο κ. Μιχαήλ Αγιούμπ, ως μέλος της Διοικητικής Επιτροπής της Νεολαίας των Αιγυπτίων, είπε ότι ο ρόλος της Αλεξάνδρειας εις την Ιστορίαν είναι μέγας, και ότι η πόλις υπήρξε πάντοτε κέντρον των Ελλήνων. Χειροκροτήσεις συνόδευσαν το τέλος της διαλέξεως. xyxy=(486,368,708,522)
weight: 57 xyxy=(902,735,916,748)
races-left-column xyxy=(716,701,916,1179)
race-title: 6η ΙΠΠΟΔΡΟΜΙΑ ώρα 5.10 THE BEHOUT SELLING H'CAP xyxy=(926,823,1125,852)
casino-mokattam xyxy=(238,335,478,434)
egyptia-text: Η εν Αλεξανδρεία Ιατρική Σχολή, εξέτασε και απεφάσισε να ενισχύση την επιχείρησιν των Πανεπιστημίων, ίδρυσιν νέων Νοσοκομείων εις την επαρχίαν της Αιγύπτου. Θα κατασκευασθούν τρία νέα Νοσοκομεία. xyxy=(486,1317,708,1424)
runner-row xyxy=(926,1014,1126,1028)
column-rule xyxy=(711,40,712,2230)
today-heading: ΤΗΣ ΗΜΕΡΑΣ xyxy=(716,40,1126,79)
casino-name: ΜΕΓΑΛΟ ΚΑΖΙΝΟ xyxy=(303,342,413,356)
runner-row xyxy=(926,1028,1126,1042)
weight: 57 xyxy=(901,867,916,881)
column-culture xyxy=(1134,40,1590,2230)
runner-row xyxy=(716,791,916,805)
horse-name: 1 ΑΓΚΑΜΙ xyxy=(926,853,984,867)
horse-name: 7 ΡΑΜΠΕΧ xyxy=(716,819,779,833)
